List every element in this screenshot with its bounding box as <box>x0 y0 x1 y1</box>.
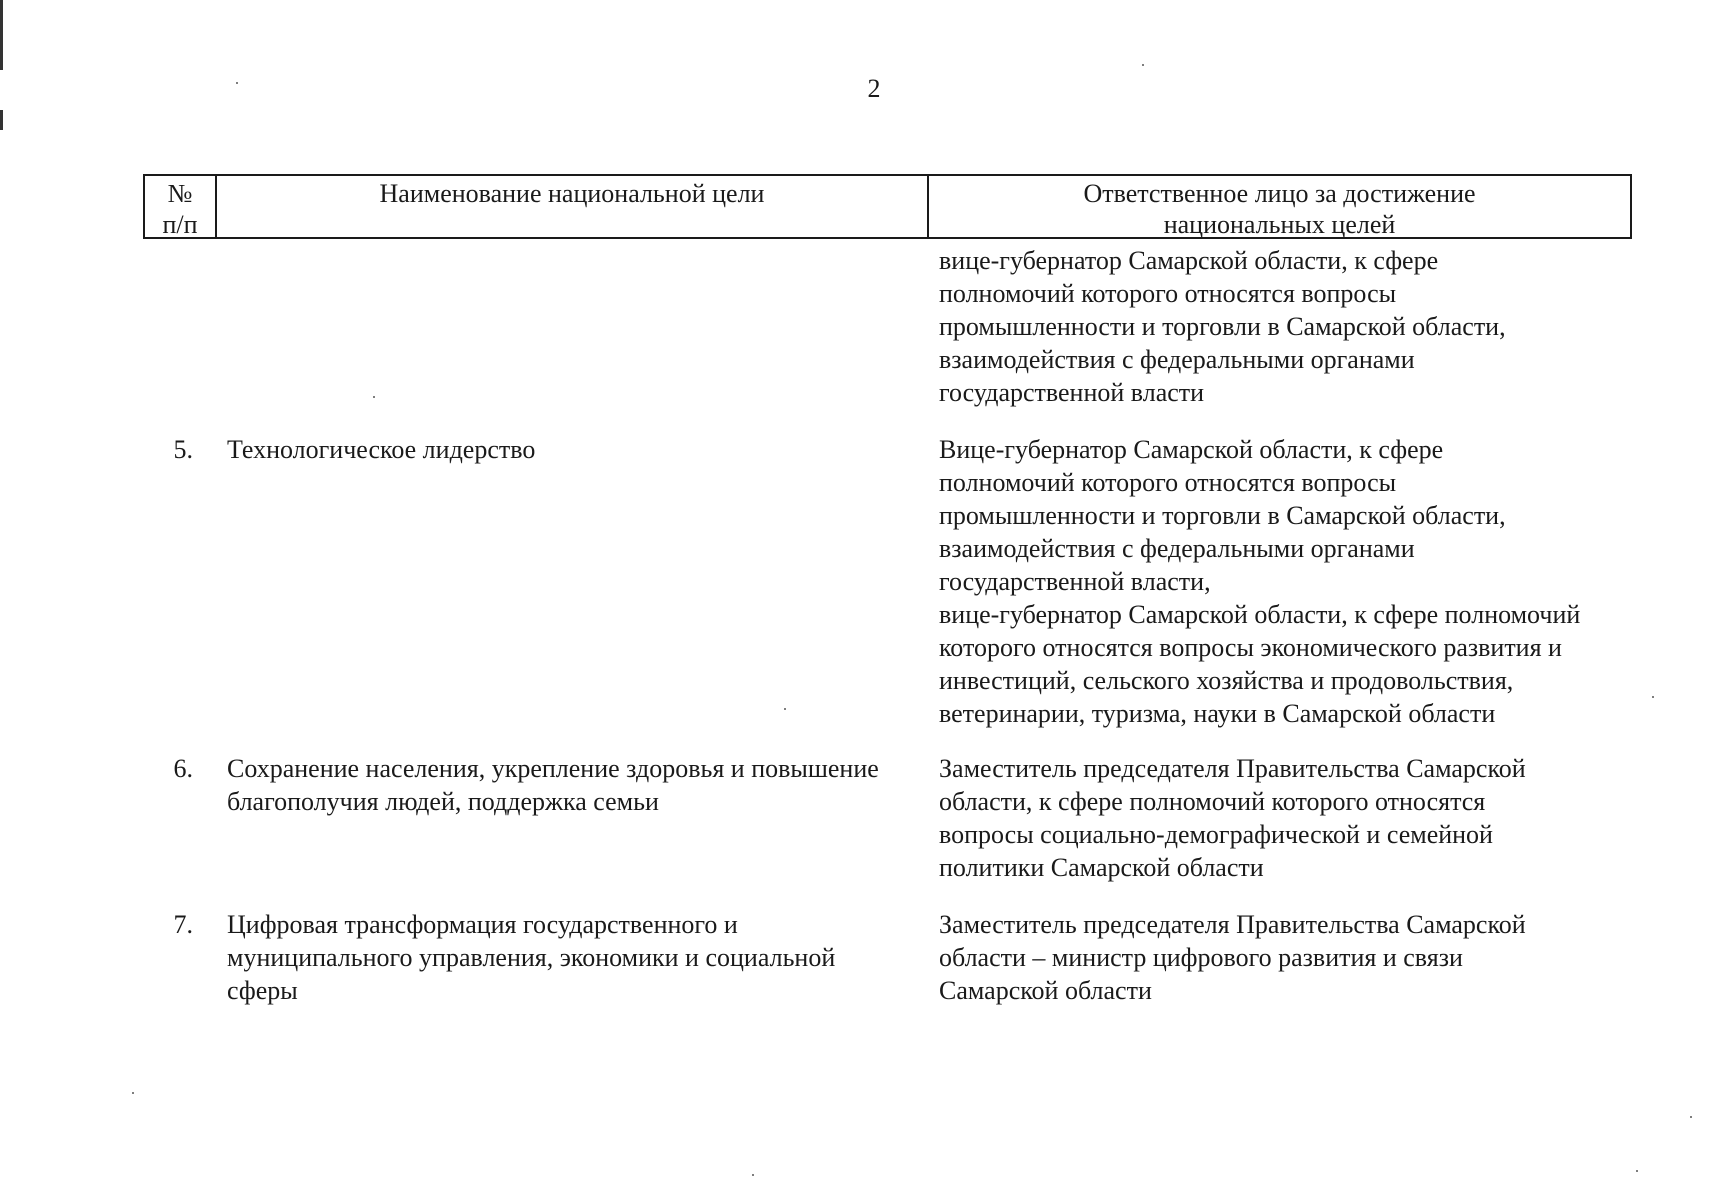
scan-edge-mark <box>0 0 3 70</box>
header-goal: Наименование национальной цели <box>217 176 929 237</box>
scan-edge-mark <box>0 110 3 130</box>
page-number: 2 <box>867 74 881 103</box>
row-goal: Цифровая трансформация государственного и муниципального управления, экономики и социальной сферы <box>227 910 836 1005</box>
row-responsible: Заместитель председателя Правительства Самарской области – министр цифрового развития и связи Самарской области <box>939 910 1526 1005</box>
scan-speck <box>1636 1170 1638 1172</box>
scan-speck <box>1690 1116 1692 1118</box>
row-number: 6. <box>173 754 193 783</box>
table-header <box>143 174 1632 239</box>
row-number: 7. <box>173 910 193 939</box>
row-number: 5. <box>173 435 193 464</box>
header-responsible: Ответственное лицо за достижение национальных целей <box>1083 179 1476 239</box>
row-responsible: вице-губернатор Самарской области, к сфере полномочий которого относятся вопросы промышленности и торговли в Самарской области, взаимодействия с федеральными органами государственной власти <box>939 246 1506 407</box>
row-goal: Технологическое лидерство <box>227 435 536 464</box>
scan-speck <box>1652 696 1654 698</box>
row-responsible: Заместитель председателя Правительства Самарской области, к сфере полномочий которого относятся вопросы социально-демографической и семейной политики Самарской области <box>939 754 1526 882</box>
scan-speck <box>132 1092 134 1094</box>
scan-speck <box>1142 64 1144 66</box>
scan-speck <box>752 1174 754 1176</box>
header-number: № п/п <box>145 176 217 237</box>
scan-speck <box>373 396 375 398</box>
scan-speck <box>784 708 786 710</box>
scan-speck <box>236 82 238 84</box>
row-goal: Сохранение населения, укрепление здоровья и повышение благополучия людей, поддержка семьи <box>227 754 879 816</box>
row-responsible: Вице-губернатор Самарской области, к сфере полномочий которого относятся вопросы промышленности и торговли в Самарской области, взаимодействия с федеральными органами государственной власти, вице-губернатор Самарской области, к сфере полномочий которого относятся вопросы экономического развития и инвестиций, сельского хозяйства и продовольствия, ветеринарии, туризма, науки в Самарской области <box>939 435 1581 728</box>
